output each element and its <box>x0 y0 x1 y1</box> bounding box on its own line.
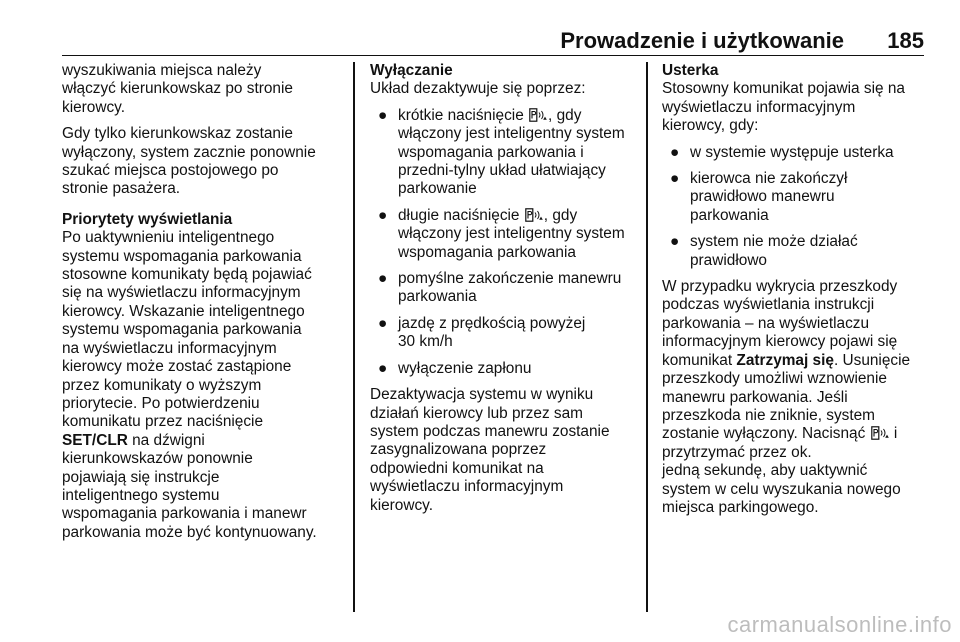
list-item <box>370 107 640 199</box>
paragraph <box>662 80 932 135</box>
text-line: w systemie występuje usterka <box>690 143 894 161</box>
text-line: kierowcy. <box>370 496 433 514</box>
list-item <box>370 207 640 262</box>
section-heading: Priorytety wyświetlania <box>62 210 233 228</box>
paragraph <box>662 278 932 517</box>
text-line: priorytecie. Po potwierdzeniu <box>62 394 260 412</box>
page-title: Prowadzenie i użytkowanie <box>560 28 844 53</box>
text-line: system w celu wyszukania nowego <box>662 480 901 498</box>
text-fragment: krótkie naciśnięcie <box>398 106 529 124</box>
text-fragment: komunikat <box>662 351 737 369</box>
section-heading: Wyłączanie <box>370 62 453 79</box>
bullet: ● <box>670 143 680 161</box>
text-line <box>398 207 640 225</box>
text-line: Gdy tylko kierunkowskaz zostanie <box>62 125 293 143</box>
text-line: zasygnalizowana poprzez <box>370 441 547 459</box>
column-left <box>62 62 348 542</box>
paragraph <box>62 125 348 199</box>
text-line: pomyślne zakończenie manewru <box>398 270 622 288</box>
text-line: pojawiają się instrukcje <box>62 468 220 486</box>
text-line: podczas wyświetlania instrukcji <box>662 296 875 314</box>
text-line: W przypadku wykrycia przeszkody <box>662 278 898 296</box>
bullet: ● <box>670 170 680 188</box>
text-line: systemu wspomagania parkowania <box>62 321 302 339</box>
text-line: manewru parkowania. Jeśli <box>662 388 848 406</box>
text-line: parkowania <box>398 288 477 306</box>
text-line: kierowca nie zakończył <box>690 170 848 188</box>
text-line: wspomagania parkowania <box>398 243 576 261</box>
text-line: miejsca parkingowego. <box>662 498 819 516</box>
bullet: ● <box>378 206 388 224</box>
column-right <box>662 62 932 517</box>
text-fragment: na dźwigni <box>127 431 205 449</box>
section-heading: Usterka <box>662 62 719 79</box>
text-line: wspomagania parkowania i <box>398 143 584 161</box>
text-line: informacyjnym kierowcy pojawi się <box>662 333 898 351</box>
text-line: prawidłowo manewru <box>690 188 835 206</box>
text-line: odpowiedni komunikat na <box>370 459 544 477</box>
text-line: wyłączony, system zacznie ponownie <box>62 143 316 161</box>
text-line: inteligentnego systemu <box>62 486 220 504</box>
watermark: carmanualsonline.info <box>727 612 952 637</box>
intro-text: Układ dezaktywuje się poprzez: <box>370 80 586 98</box>
text-line: jazdę z prędkością powyżej <box>398 314 586 332</box>
text-line: włączony jest inteligentny system <box>398 225 625 243</box>
paragraph <box>62 62 348 117</box>
text-line: się na wyświetlaczu informacyjnym <box>62 284 301 302</box>
text-line <box>662 352 932 370</box>
text-fragment: i <box>889 425 898 443</box>
text-line: systemu wspomagania parkowania <box>62 247 302 265</box>
text-line: przytrzymać przez ok. <box>662 443 812 461</box>
text-line: kierowcy, gdy: <box>662 117 759 135</box>
paragraph <box>62 229 348 542</box>
list-item <box>662 170 932 225</box>
text-fragment: długie naciśnięcie <box>398 206 524 224</box>
text-line: przeszkody umożliwi wznowienie <box>662 370 887 388</box>
setclr-label: SET/CLR <box>62 431 128 449</box>
parking-assist-icon <box>871 426 889 440</box>
list-item <box>370 270 640 307</box>
text-line: Po uaktywnieniu inteligentnego <box>62 229 275 247</box>
text-line: kierowcy może zostać zastąpione <box>62 358 292 376</box>
text-line: parkowanie <box>398 180 477 198</box>
text-line: jedną sekundę, aby uaktywnić <box>662 462 868 480</box>
text-line <box>662 425 932 443</box>
stop-message-label: Zatrzymaj się <box>736 351 834 369</box>
text-line: parkowania – na wyświetlaczu <box>662 314 870 332</box>
text-line: prawidłowo <box>690 251 767 269</box>
text-fragment: zostanie wyłączony. Nacisnąć <box>662 425 870 443</box>
text-line: wyświetlaczu informacyjnym <box>662 98 856 116</box>
text-line: wyłączenie zapłonu <box>398 359 532 377</box>
text-line: komunikatu przez naciśnięcie <box>62 413 264 431</box>
list-item <box>662 233 932 270</box>
text-line <box>398 107 640 125</box>
bullet: ● <box>378 314 388 332</box>
text-line: przedni-tylny układ ułatwiający <box>398 162 606 180</box>
text-line: 30 km/h <box>398 333 453 351</box>
column-divider <box>353 62 355 612</box>
page-header <box>62 0 924 56</box>
paragraph <box>370 386 640 515</box>
text-line: wyświetlaczu informacyjnym <box>370 478 564 496</box>
list-item <box>662 144 932 162</box>
bullet: ● <box>378 270 388 288</box>
column-middle <box>370 62 640 515</box>
text-fragment: , gdy <box>548 106 582 124</box>
text-line: wyszukiwania miejsca należy <box>62 62 262 79</box>
text-line: parkowania <box>690 206 769 224</box>
text-line: przeszkoda nie zniknie, system <box>662 406 875 424</box>
text-line: na wyświetlaczu informacyjnym <box>62 339 277 357</box>
text-line: włączyć kierunkowskaz po stronie <box>62 80 293 98</box>
text-line: system podczas manewru zostanie <box>370 422 610 440</box>
bullet: ● <box>670 233 680 251</box>
list-item <box>370 360 640 378</box>
text-line: wspomagania parkowania i manewr <box>62 505 307 523</box>
text-line: system nie może działać <box>690 233 858 251</box>
text-line: szukać miejsca postojowego po <box>62 162 279 180</box>
text-line: stronie pasażera. <box>62 180 181 198</box>
text-line <box>62 432 348 450</box>
text-line: kierowcy. Wskazanie inteligentnego <box>62 302 305 320</box>
text-line: parkowania może być kontynuowany. <box>62 523 317 541</box>
parking-assist-icon <box>525 208 543 222</box>
text-line: włączony jest inteligentny system <box>398 125 625 143</box>
text-line: kierunkowskazów ponownie <box>62 450 253 468</box>
text-fragment: , gdy <box>543 206 578 224</box>
text-line: przez komunikaty o wyższym <box>62 376 262 394</box>
parking-assist-icon <box>529 108 547 122</box>
text-line: Dezaktywacja systemu w wyniku <box>370 386 594 404</box>
bullet: ● <box>378 359 388 377</box>
text-line: Stosowny komunikat pojawia się na <box>662 80 905 98</box>
text-line: działań kierowcy lub przez sam <box>370 404 583 422</box>
column-divider <box>646 62 648 612</box>
list-item <box>370 315 640 352</box>
text-line: stosowne komunikaty będą pojawiać <box>62 266 312 284</box>
text-fragment: . Usunięcie <box>833 351 911 369</box>
text-line: kierowcy. <box>62 98 125 116</box>
page-number: 185 <box>887 28 924 53</box>
bullet: ● <box>378 106 388 124</box>
